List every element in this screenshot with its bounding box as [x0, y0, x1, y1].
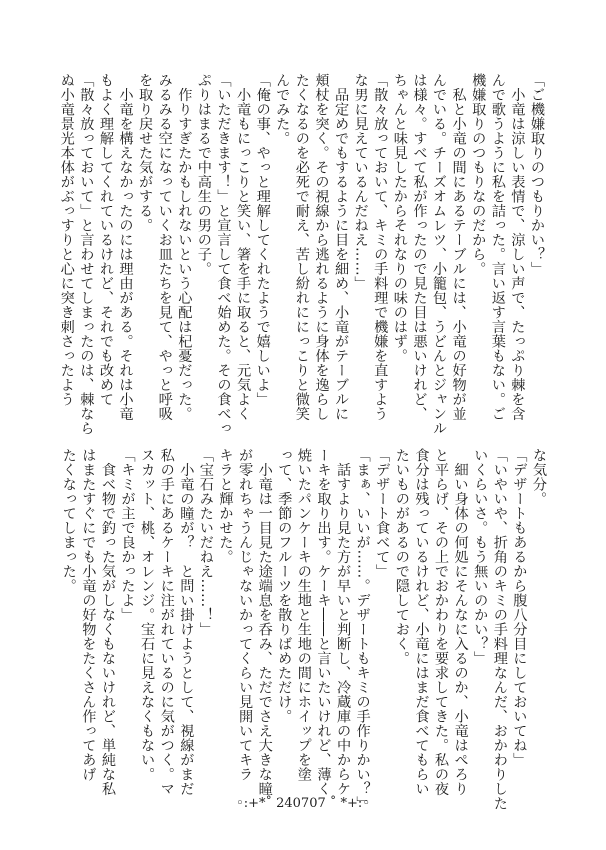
text-line: 小竜は涼しい表情で、涼しい声で、たっぷり棘を含: [509, 73, 526, 421]
text-line: 「散々放っておいて、キミの手料理で機嫌を直すよう: [372, 73, 389, 421]
text-line: 「いただきます！」と宣言して食べ始めた。その食べっ: [215, 73, 232, 436]
text-line: いくらいさ。もう無いのかい？」: [472, 448, 489, 666]
text-line: 食分は残っているけれど、小竜にはまだ食べてもらい: [413, 448, 430, 796]
text-line: 頬杖を突く。その視線から逃れるように身体を逸らし: [313, 73, 330, 421]
text-line: 「デザートもあるから腹八分目にしておいてね」: [511, 448, 528, 767]
text-line: と平らげ、その上でおかわりを要求してきた。私の夜: [433, 448, 450, 796]
text-line: 「散々放っておいて」と言わせてしまったのは、棘なら: [78, 73, 95, 436]
text-line: んでみた。: [274, 73, 291, 146]
text-line: 「宝石みたいだねえ……！」: [197, 448, 214, 637]
text-line: みるみる空になっていくお皿たちを見て、やっと呼吸: [156, 73, 173, 421]
text-line: 食べ物で釣った気がしなくもないけれど、単純な私: [99, 448, 116, 796]
text-line: が零れちゃうんじゃないかってくらい見開いてキラ: [237, 448, 254, 782]
text-line: 話すより見た方が早いと判断し、冷蔵庫の中からケ: [335, 448, 352, 796]
text-line: 「ご機嫌取りのつもりかい？」: [529, 73, 545, 276]
text-block-top: [56, 73, 546, 436]
text-line: 細い身体の何処にそんなに入るのか、小竜はぺろり: [452, 448, 469, 796]
text-line: 「キミが主で良かったよ」: [119, 448, 136, 622]
text-line: は様々。すべて私が作ったので見た目は悪いけれど、: [411, 73, 428, 421]
text-line: 「まぁ、いいが……。デザートもキミの手作りかい？」: [354, 448, 371, 811]
text-line: 「いやいや、折角のキミの手料理なんだ、おかわりした: [491, 448, 508, 811]
text-line: ちゃんと味見したからそれなりの味のはず。: [391, 73, 408, 363]
text-line: 小竜の瞳が？ と問い掛けようとして、視線がまだ: [178, 448, 195, 796]
page-footer-date: ◦:+*˚ 240707 ˚ *+:◦: [236, 796, 370, 811]
text-line: スカット、桃、オレンジ。宝石に見えなくもない。: [139, 448, 156, 782]
text-line: を取り戻せた気がする。: [137, 73, 154, 233]
text-line: な気分。: [531, 448, 547, 506]
text-line: 焼いたパンケーキの生地と生地の間にホイップを塗: [295, 448, 312, 782]
text-line: 小竜もにっこりと笑い、箸を手に取ると、元気よく: [235, 73, 252, 421]
text-line: な男に見えているんだねえ……」: [352, 73, 369, 291]
text-line: 小竜は一目見た途端息を呑み、ただでさえ大きな瞳: [256, 448, 273, 796]
text-line: 作りすぎたかもしれないという心配は杞憂だった。: [176, 73, 193, 421]
text-line: 小竜を構えなかったのには理由がある。それは小竜: [117, 73, 134, 421]
text-line: はまたすぐにでも小竜の好物をたくさん作ってあげ: [80, 448, 97, 782]
text-line: ぬ小竜景光本体がぶっすりと心に突き刺さったよう: [58, 73, 75, 407]
text-line: んでいる。チーズオムレツ、小籠包、うどんとジャンル: [431, 73, 448, 436]
text-line: もよく理解してくれているけれど、それでも改めて: [97, 73, 114, 407]
text-line: 「俺の事、やっと理解してくれたようで嬉しいよ」: [254, 73, 271, 407]
text-line: って、季節のフルーツを散りばめただけ。: [276, 448, 293, 724]
text-line: ーキを取り出す。ケーキ――と言いたいけれど、薄く: [315, 448, 332, 796]
text-line: 品定めでもするように目を細め、小竜がテーブルに: [333, 73, 350, 421]
text-line: キラと輝かせた。: [217, 448, 234, 564]
text-line: 私と小竜の間にあるテーブルには、小竜の好物が並: [450, 73, 467, 421]
text-line: たくなるのを必死で耐え、苦し紛れににっこりと微笑: [293, 73, 310, 421]
text-line: 機嫌取りのつもりなのだから。: [470, 73, 487, 276]
text-line: 「デザート食べて」: [374, 448, 391, 579]
text-line: たいものがあるので隠しておく。: [393, 448, 410, 666]
text-line: ぷりはまるで中高生の男の子。: [195, 73, 212, 276]
text-line: 私の手にあるケーキに注がれているのに気がつく。マ: [158, 448, 175, 796]
text-line: んで歌うように私を詰った。言い返す言葉もない。ご: [489, 73, 506, 421]
text-line: たくなってしまった。: [60, 448, 77, 593]
